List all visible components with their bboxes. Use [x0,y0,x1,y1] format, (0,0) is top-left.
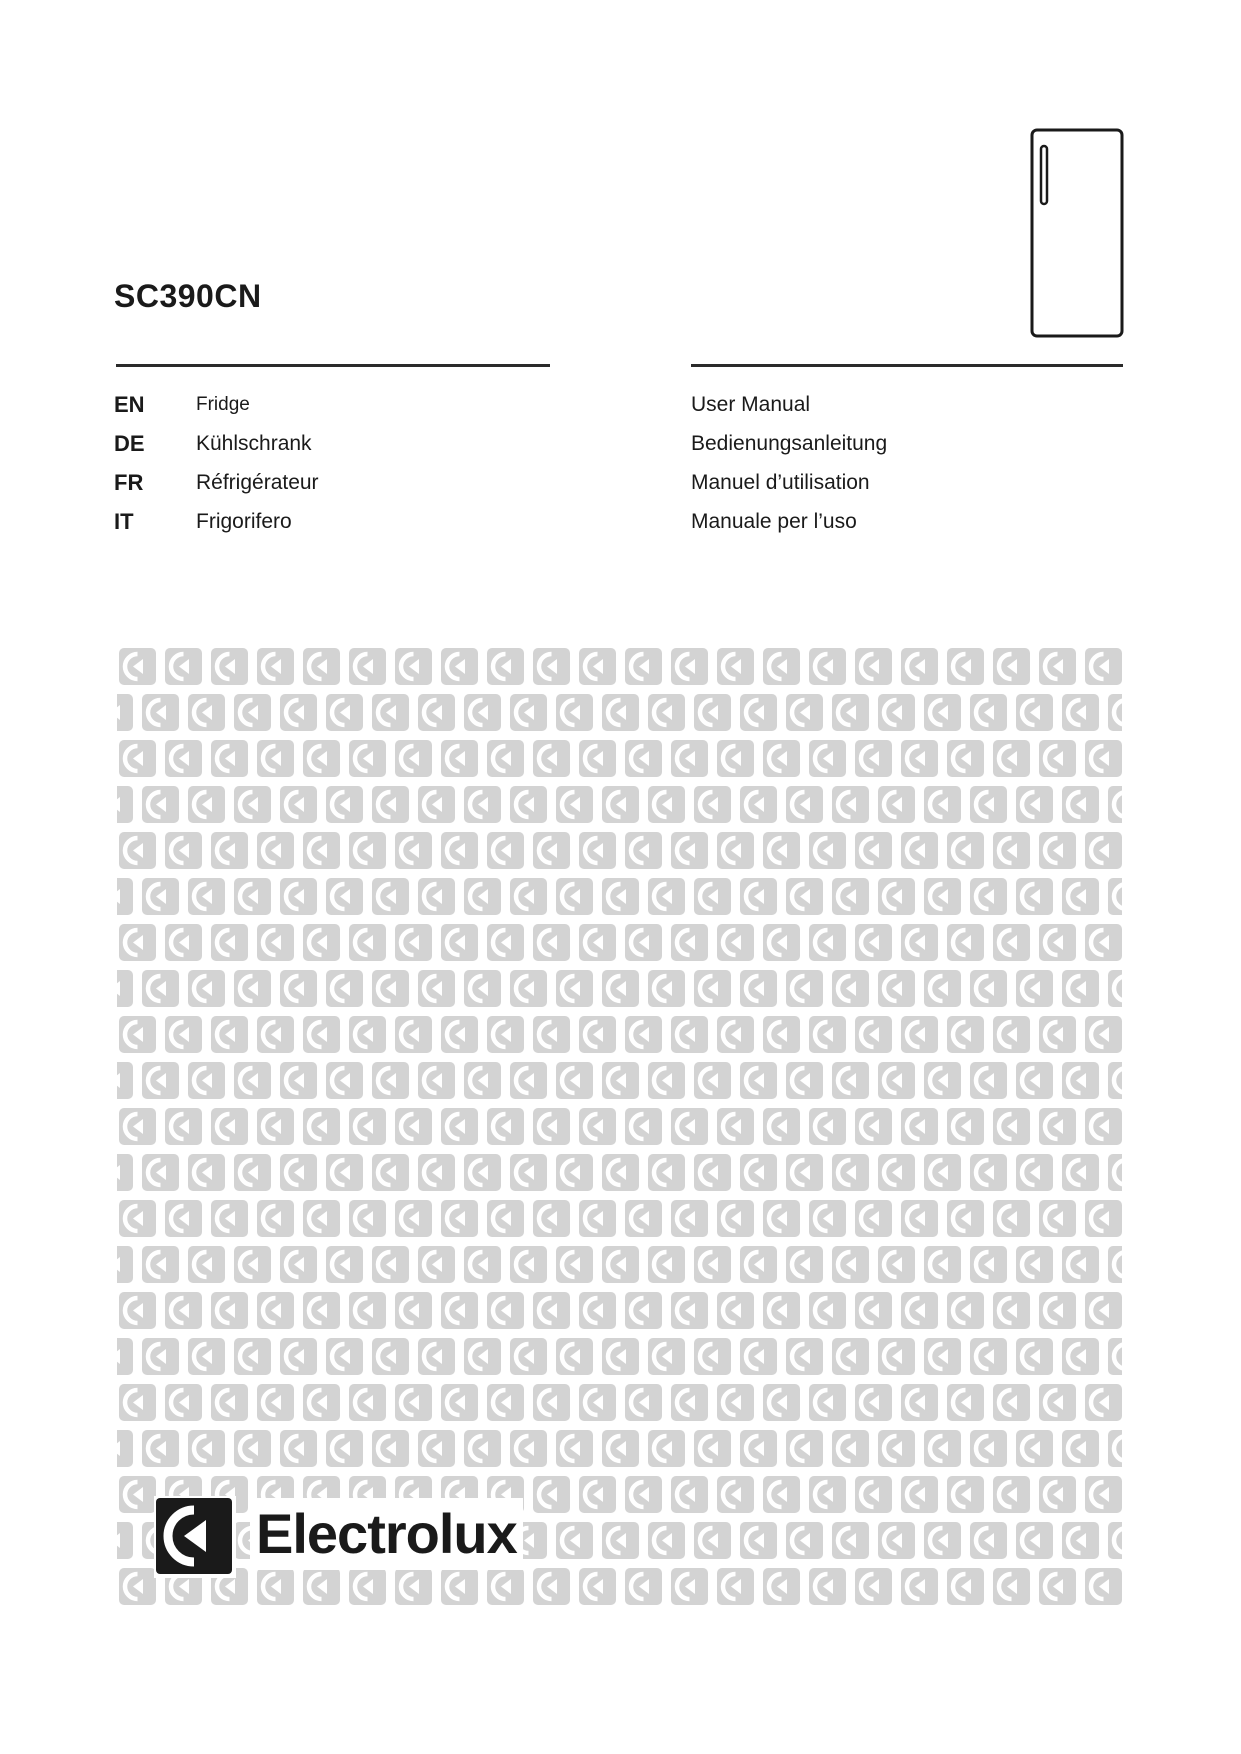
product-name: Fridge [196,394,250,415]
brand-name: Electrolux [250,1498,523,1570]
background-pattern [117,645,1122,1613]
document-type: User Manual [691,393,811,416]
divider-left [116,364,550,367]
model-number: SC390CN [114,278,262,314]
language-row-fr [114,470,1124,509]
language-row-de [114,431,1124,470]
fridge-outline-icon [1030,128,1124,338]
product-name: Frigorifero [196,510,292,533]
divider-right [691,364,1123,367]
language-code: DE [114,431,145,456]
electrolux-logo-icon [154,1496,236,1578]
product-name: Kühlschrank [196,432,312,455]
document-type: Manuale per l’uso [691,510,857,533]
electrolux-pattern-icon [117,645,1122,1613]
language-list [114,392,1124,548]
brand-logo [154,1496,517,1578]
language-code: IT [114,509,134,534]
language-code: FR [114,470,144,495]
language-row-it [114,509,1124,548]
document-type: Bedienungsanleitung [691,432,888,455]
product-name: Réfrigérateur [196,471,319,494]
document-type: Manuel d’utilisation [691,471,870,494]
language-code: EN [114,392,145,417]
language-row-en [114,392,1124,431]
